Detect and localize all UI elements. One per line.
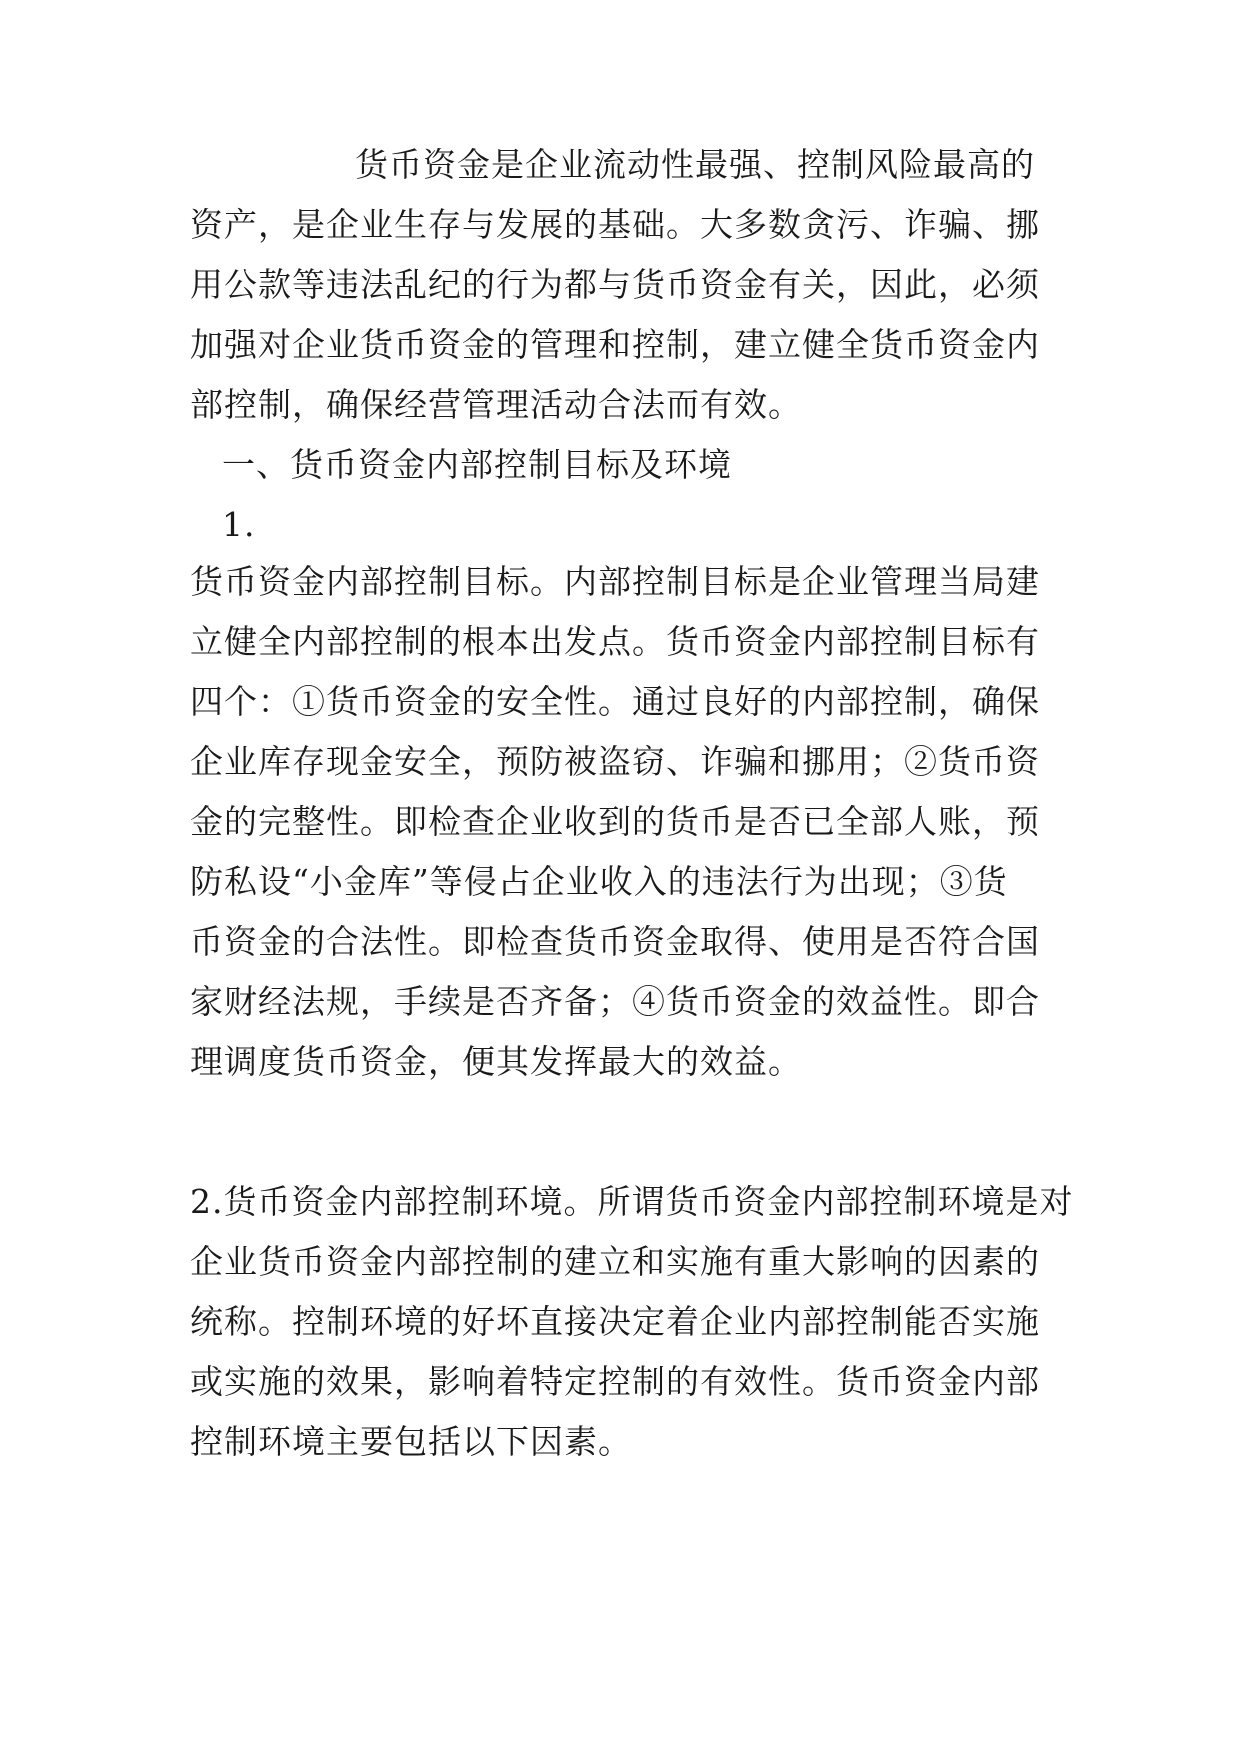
paragraph-3-line-3: 统称。控制环境的好坏直接决定着企业内部控制能否实施 (190, 1302, 1040, 1341)
paragraph-1-line-5: 部控制，确保经营管理活动合法而有效。 (190, 385, 802, 424)
paragraph-1-line-1: 货币资金是企业流动性最强、控制风险最高的 (355, 145, 1035, 184)
paragraph-2-line-3: 四个：①货币资金的安全性。通过良好的内部控制，确保 (190, 682, 1040, 721)
item-number: 1. (222, 505, 256, 544)
paragraph-2-line-6: 防私设“小金库”等侵占企业收入的违法行为出现；③货 (190, 862, 1008, 901)
paragraph-3-line-1: 2.货币资金内部控制环境。所谓货币资金内部控制环境是对 (190, 1182, 1074, 1221)
paragraph-3-line-2: 企业货币资金内部控制的建立和实施有重大影响的因素的 (190, 1242, 1040, 1281)
paragraph-2-line-8: 家财经法规，手续是否齐备；④货币资金的效益性。即合 (190, 982, 1040, 1021)
paragraph-2-line-5: 金的完整性。即检查企业收到的货币是否已全部人账，预 (190, 802, 1040, 841)
paragraph-3-line-5: 控制环境主要包括以下因素。 (190, 1422, 632, 1461)
paragraph-2-line-9: 理调度货币资金，便其发挥最大的效益。 (190, 1042, 802, 1081)
paragraph-1-line-4: 加强对企业货币资金的管理和控制，建立健全货币资金内 (190, 325, 1040, 364)
paragraph-2-line-1: 货币资金内部控制目标。内部控制目标是企业管理当局建 (190, 562, 1040, 601)
paragraph-3-line-4: 或实施的效果，影响着特定控制的有效性。货币资金内部 (190, 1362, 1040, 1401)
paragraph-1-line-2: 资产，是企业生存与发展的基础。大多数贪污、诈骗、挪 (190, 205, 1040, 244)
paragraph-2-line-2: 立健全内部控制的根本出发点。货币资金内部控制目标有 (190, 622, 1040, 661)
paragraph-2-line-4: 企业库存现金安全，预防被盗窃、诈骗和挪用；②货币资 (190, 742, 1040, 781)
section-heading: 一、货币资金内部控制目标及环境 (222, 445, 732, 484)
paragraph-2-line-7: 币资金的合法性。即检查货币资金取得、使用是否符合国 (190, 922, 1040, 961)
paragraph-1-line-3: 用公款等违法乱纪的行为都与货币资金有关，因此，必须 (190, 265, 1040, 304)
